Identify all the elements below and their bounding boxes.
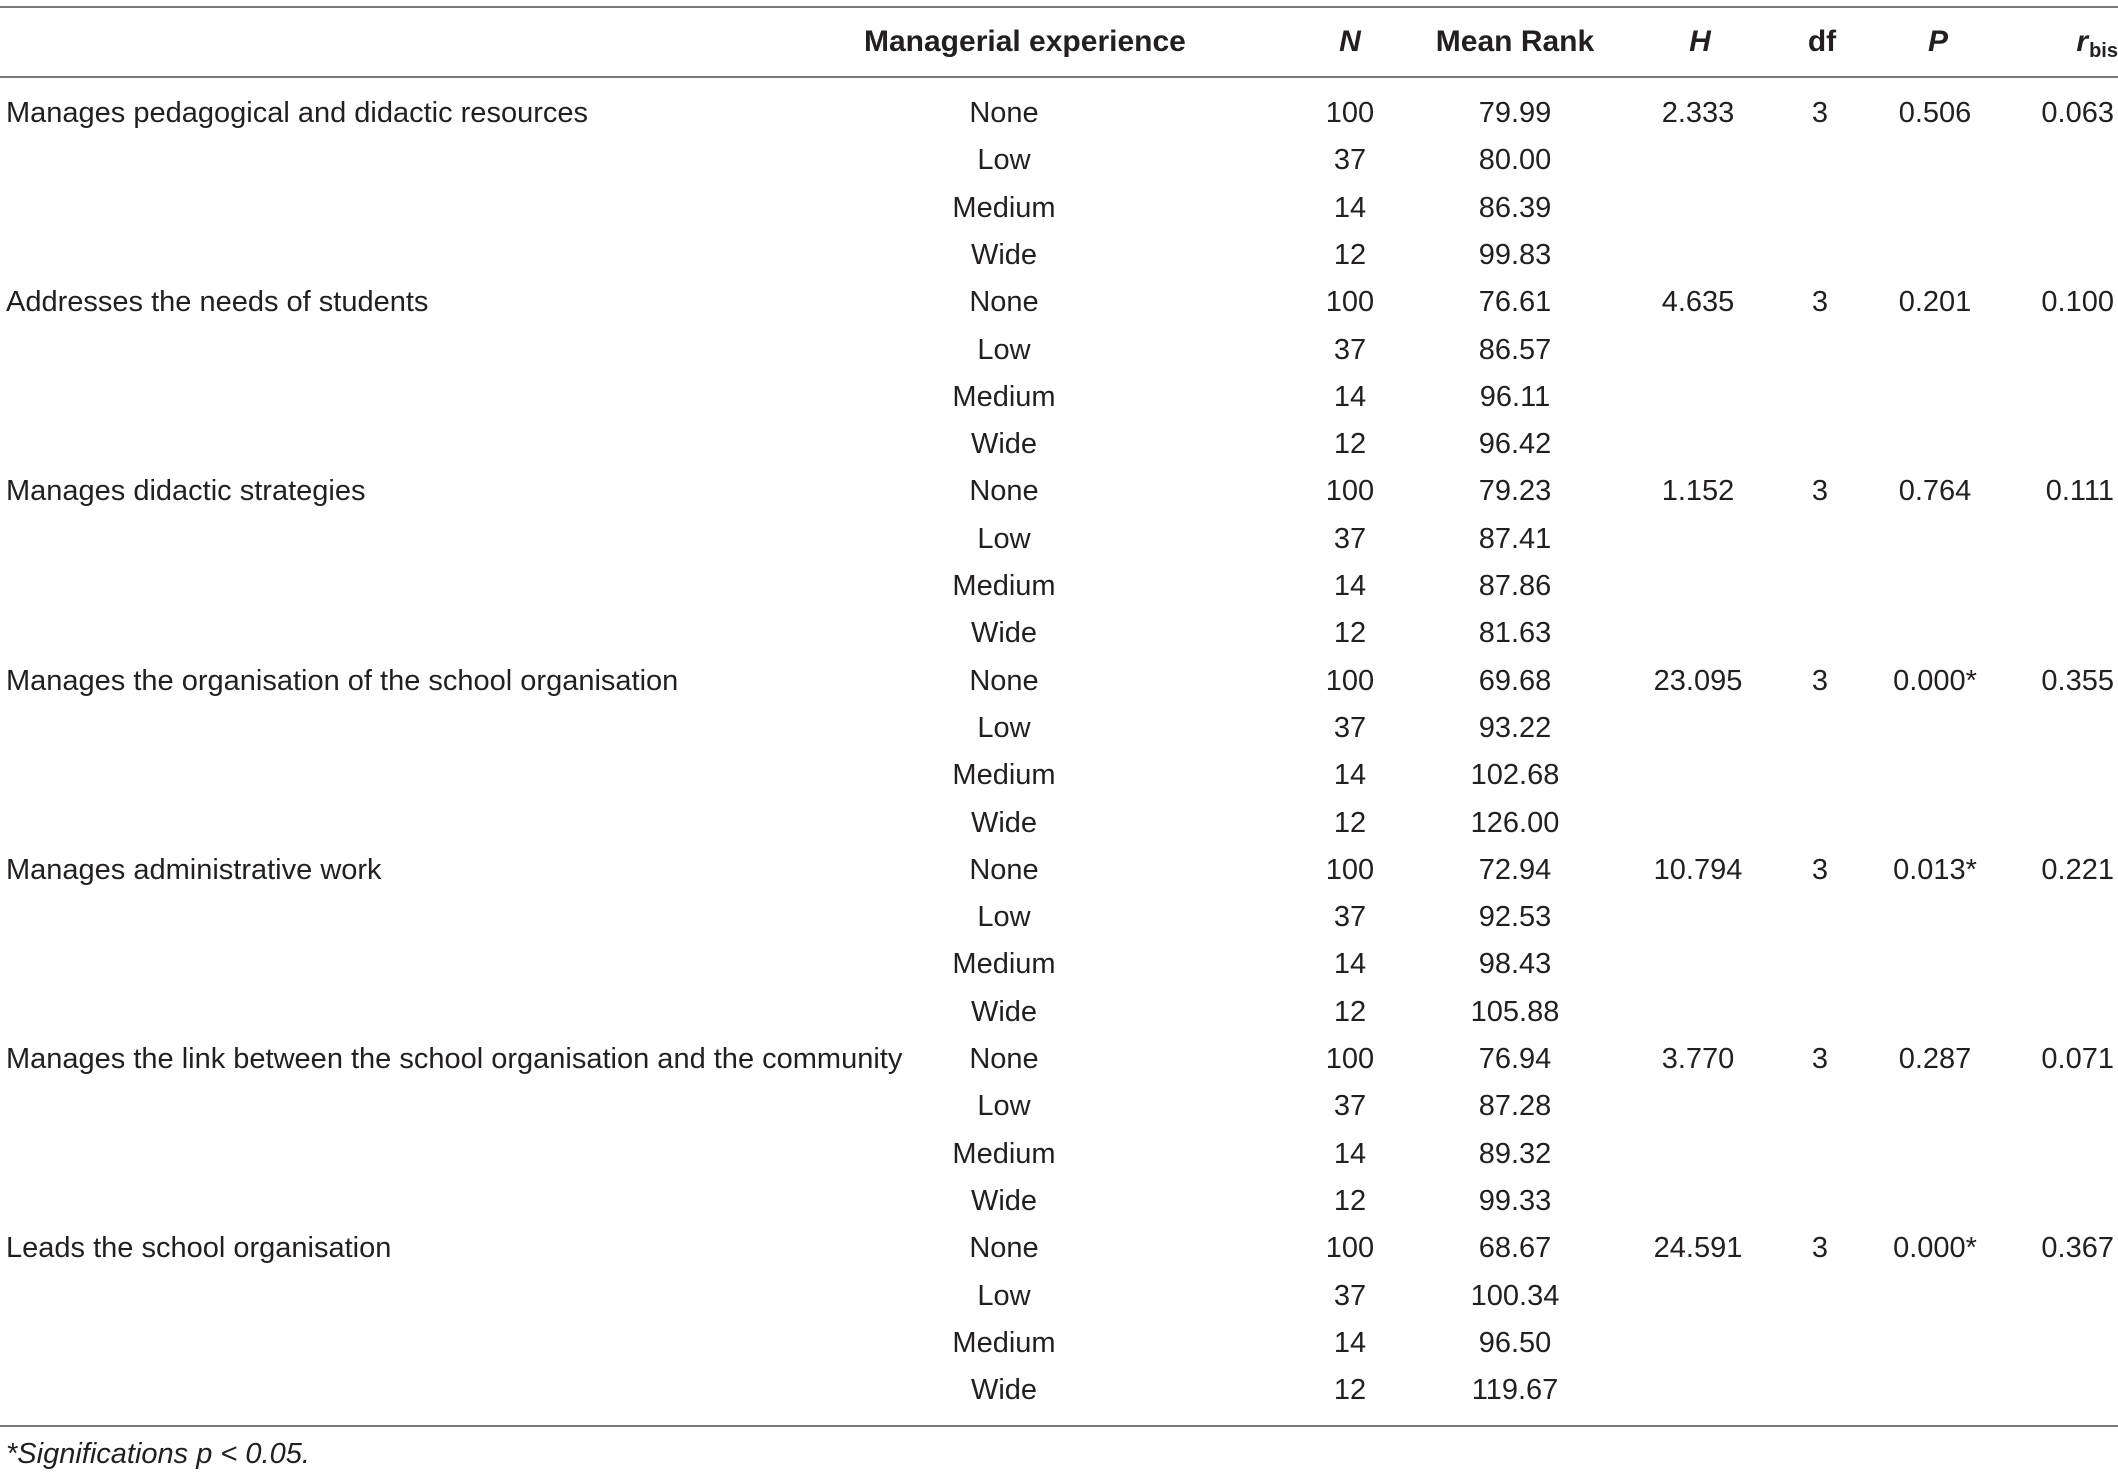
cell-mean-rank: 89.32: [1478, 1137, 1552, 1170]
cell-mean-rank: 86.39: [1478, 191, 1552, 224]
table-row: [0, 469, 2118, 516]
cell-n: 37: [1333, 901, 1367, 934]
cell-p: 0.506: [1898, 97, 1972, 129]
cell-mean-rank: 87.41: [1478, 522, 1552, 555]
cell-mean-rank: 87.86: [1478, 570, 1552, 602]
cell-h: 23.095: [1653, 664, 1743, 697]
cell-p: 0.000*: [1893, 664, 1977, 697]
cell-mean-rank: 99.83: [1478, 238, 1552, 271]
header-r-letter: r: [2076, 25, 2089, 58]
cell-mean-rank: 76.94: [1478, 1043, 1552, 1075]
row-label: Leads the school organisation: [6, 1232, 392, 1265]
cell-n: 14: [1333, 948, 1367, 981]
header-h: H: [1689, 25, 1711, 58]
cell-n: 37: [1333, 711, 1367, 744]
cell-mean-rank: 80.00: [1478, 144, 1552, 177]
cell-experience: Wide: [970, 617, 1038, 650]
cell-n: 100: [1325, 97, 1375, 129]
cell-n: 14: [1333, 759, 1367, 792]
table-row: [0, 138, 2118, 185]
header-df: df: [1807, 25, 1837, 58]
cell-experience: Low: [977, 522, 1031, 555]
cell-experience: Wide: [970, 238, 1038, 271]
cell-p: 0.000*: [1893, 1232, 1977, 1265]
cell-r-bis: 0.221: [2041, 853, 2114, 886]
cell-experience: None: [969, 853, 1039, 886]
header-mean-rank: Mean Rank: [1435, 25, 1595, 58]
cell-n: 14: [1333, 570, 1367, 602]
cell-n: 12: [1333, 1374, 1367, 1407]
table-row: [0, 280, 2118, 327]
header-n: N: [1339, 25, 1361, 58]
cell-experience: None: [969, 1043, 1039, 1075]
row-label: Manages pedagogical and didactic resources: [6, 97, 588, 129]
header-managerial-experience: Managerial experience: [864, 25, 1186, 58]
cell-experience: Medium: [952, 191, 1056, 224]
table-row: [0, 564, 2118, 611]
table-row: [0, 942, 2118, 989]
cell-mean-rank: 102.68: [1470, 759, 1560, 792]
cell-p: 0.013*: [1893, 853, 1977, 886]
cell-h: 4.635: [1661, 286, 1735, 319]
table-row: [0, 1274, 2118, 1321]
cell-p: 0.287: [1898, 1043, 1972, 1075]
table-row: [0, 611, 2118, 658]
cell-n: 37: [1333, 333, 1367, 366]
cell-r-bis: 0.367: [2041, 1232, 2114, 1265]
cell-mean-rank: 68.67: [1478, 1232, 1552, 1265]
table-row: [0, 1368, 2118, 1415]
table-row: [0, 753, 2118, 800]
cell-n: 100: [1325, 853, 1375, 886]
cell-experience: Low: [977, 333, 1031, 366]
cell-experience: Low: [977, 711, 1031, 744]
table-row: [0, 1179, 2118, 1226]
cell-experience: None: [969, 475, 1039, 508]
header-r-subscript: bis: [2089, 40, 2118, 62]
cell-h: 10.794: [1653, 853, 1743, 886]
header-bottom-rule: [0, 76, 2118, 78]
cell-mean-rank: 105.88: [1470, 995, 1560, 1028]
cell-experience: None: [969, 664, 1039, 697]
cell-n: 37: [1333, 144, 1367, 177]
cell-n: 12: [1333, 238, 1367, 271]
cell-r-bis: 0.355: [2041, 664, 2114, 697]
cell-h: 24.591: [1653, 1232, 1743, 1265]
cell-n: 100: [1325, 1232, 1375, 1265]
cell-n: 100: [1325, 1043, 1375, 1075]
cell-mean-rank: 126.00: [1470, 806, 1560, 839]
cell-n: 14: [1333, 380, 1367, 413]
cell-h: 2.333: [1661, 97, 1735, 129]
cell-experience: Low: [977, 1279, 1031, 1312]
row-label: Addresses the needs of students: [6, 286, 429, 319]
cell-df: 3: [1811, 286, 1829, 319]
cell-mean-rank: 96.11: [1479, 380, 1551, 413]
cell-mean-rank: 99.33: [1478, 1184, 1552, 1217]
cell-h: 3.770: [1661, 1043, 1735, 1075]
cell-n: 37: [1333, 1090, 1367, 1123]
cell-n: 37: [1333, 522, 1367, 555]
cell-mean-rank: 119.67: [1471, 1374, 1559, 1407]
cell-n: 12: [1333, 428, 1367, 461]
cell-experience: Medium: [952, 759, 1056, 792]
header-p: P: [1927, 25, 1948, 58]
cell-n: 100: [1325, 664, 1375, 697]
table-row: [0, 375, 2118, 422]
cell-experience: Medium: [952, 948, 1056, 981]
cell-df: 3: [1811, 1232, 1829, 1265]
cell-n: 12: [1333, 617, 1367, 650]
cell-n: 12: [1333, 1184, 1367, 1217]
row-label: Manages administrative work: [6, 853, 382, 886]
cell-experience: Low: [977, 144, 1031, 177]
cell-r-bis: 0.063: [2041, 97, 2114, 129]
cell-experience: None: [969, 1232, 1039, 1265]
table-bottom-rule: [0, 1425, 2118, 1427]
cell-experience: Medium: [952, 380, 1056, 413]
row-label: Manages the organisation of the school organisation: [6, 664, 679, 697]
table-row: [0, 186, 2118, 233]
table-row: [0, 801, 2118, 848]
cell-n: 12: [1333, 806, 1367, 839]
cell-n: 14: [1333, 1137, 1367, 1170]
table-row: [0, 1037, 2118, 1084]
cell-mean-rank: 98.43: [1478, 948, 1552, 981]
cell-experience: Low: [977, 901, 1031, 934]
cell-mean-rank: 92.53: [1478, 901, 1552, 934]
cell-n: 100: [1325, 475, 1375, 508]
table-row: [0, 1084, 2118, 1131]
cell-mean-rank: 72.94: [1478, 853, 1552, 886]
cell-df: 3: [1811, 1043, 1829, 1075]
cell-r-bis: 0.071: [2041, 1043, 2114, 1075]
cell-experience: Wide: [970, 995, 1038, 1028]
cell-mean-rank: 69.68: [1478, 664, 1552, 697]
table-top-rule: [0, 6, 2118, 8]
table-row: [0, 1226, 2118, 1273]
table-row: [0, 233, 2118, 280]
row-label: Manages didactic strategies: [6, 475, 366, 508]
cell-experience: Medium: [952, 570, 1056, 602]
cell-mean-rank: 79.23: [1478, 475, 1552, 508]
cell-experience: Wide: [970, 806, 1038, 839]
table-row: [0, 328, 2118, 375]
cell-df: 3: [1811, 664, 1829, 697]
cell-mean-rank: 81.63: [1478, 617, 1552, 650]
table-row: [0, 1321, 2118, 1368]
footnote: *Significations p < 0.05.: [6, 1438, 310, 1470]
cell-df: 3: [1811, 97, 1829, 129]
table-row: [0, 706, 2118, 753]
cell-p: 0.201: [1898, 286, 1972, 319]
cell-h: 1.152: [1661, 475, 1735, 508]
cell-mean-rank: 100.34: [1470, 1279, 1560, 1312]
cell-mean-rank: 96.50: [1478, 1326, 1552, 1359]
table-row: [0, 422, 2118, 469]
table-row: [0, 895, 2118, 942]
cell-experience: Low: [977, 1090, 1031, 1123]
cell-experience: Medium: [952, 1137, 1056, 1170]
table-row: [0, 848, 2118, 895]
cell-df: 3: [1811, 853, 1829, 886]
cell-experience: Medium: [952, 1326, 1056, 1359]
cell-n: 14: [1333, 191, 1367, 224]
table-row: [0, 990, 2118, 1037]
row-label: Manages the link between the school organisation and the community: [6, 1043, 903, 1075]
cell-mean-rank: 86.57: [1478, 333, 1552, 366]
cell-n: 14: [1333, 1326, 1367, 1359]
cell-n: 12: [1333, 995, 1367, 1028]
cell-mean-rank: 79.99: [1478, 97, 1552, 129]
cell-n: 100: [1325, 286, 1375, 319]
cell-experience: Wide: [970, 1374, 1038, 1407]
cell-r-bis: 0.111: [2045, 475, 2114, 508]
cell-experience: None: [969, 286, 1039, 319]
cell-mean-rank: 96.42: [1478, 428, 1552, 461]
cell-experience: Wide: [970, 428, 1038, 461]
cell-df: 3: [1811, 475, 1829, 508]
table-row: [0, 659, 2118, 706]
table-row: [0, 517, 2118, 564]
cell-mean-rank: 76.61: [1478, 286, 1552, 319]
cell-mean-rank: 93.22: [1478, 711, 1552, 744]
cell-n: 37: [1333, 1279, 1367, 1312]
cell-mean-rank: 87.28: [1478, 1090, 1552, 1123]
cell-r-bis: 0.100: [2041, 286, 2114, 319]
cell-experience: Wide: [970, 1184, 1038, 1217]
cell-experience: None: [969, 97, 1039, 129]
header-r-bis: [2046, 20, 2118, 64]
table-row: [0, 91, 2118, 138]
table-row: [0, 1132, 2118, 1179]
cell-p: 0.764: [1898, 475, 1972, 508]
